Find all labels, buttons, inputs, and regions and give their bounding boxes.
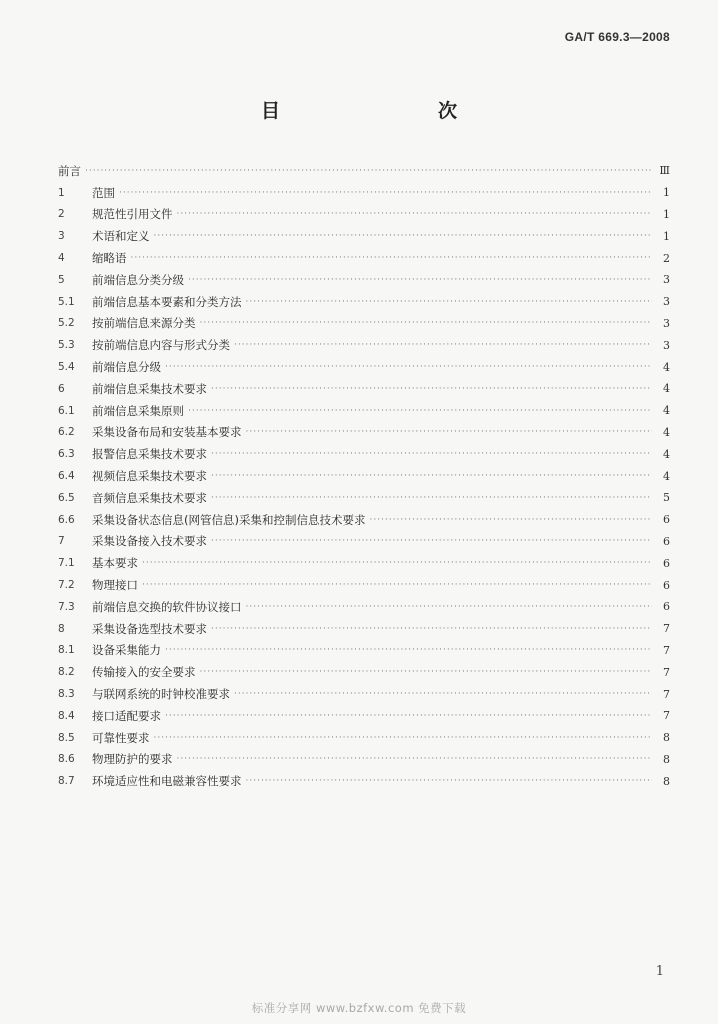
toc-leader-dots (85, 166, 652, 176)
toc-entry[interactable] (58, 574, 670, 596)
toc-entry-page: 6 (663, 600, 670, 614)
toc-entry-number: 8.4 (58, 709, 75, 722)
toc-entry-page: 8 (663, 731, 670, 745)
toc-entry[interactable] (58, 596, 670, 618)
toc-entry-label: 缩略语 (92, 251, 127, 266)
toc-entry-number: 5.2 (58, 317, 75, 330)
toc-leader-dots (188, 275, 652, 285)
toc-entry-label: 音频信息采集技术要求 (92, 490, 207, 505)
toc-entry-number: 6.5 (58, 491, 75, 504)
toc-entry-page: 1 (663, 207, 670, 221)
toc-entry-page: 6 (663, 534, 670, 548)
toc-leader-dots (165, 645, 652, 655)
toc-entry-label: 采集设备接入技术要求 (92, 534, 207, 549)
toc-entry-page: 8 (663, 774, 670, 788)
toc-entry-page: 7 (663, 687, 670, 701)
toc-entry-label: 报警信息采集技术要求 (92, 447, 207, 462)
toc-leader-dots (246, 297, 653, 307)
toc-entry-number: 5.3 (58, 339, 75, 352)
toc-entry-label: 可靠性要求 (92, 730, 150, 745)
toc-leader-dots (177, 209, 653, 219)
toc-entry-page: 4 (663, 404, 670, 418)
toc-leader-dots (211, 536, 652, 546)
toc-entry-page: 8 (663, 752, 670, 766)
toc-entry-label: 前端信息基本要素和分类方法 (92, 294, 242, 309)
toc-entry-label: 设备采集能力 (92, 643, 161, 658)
toc-entry-page: 4 (663, 382, 670, 396)
toc-entry-number: 8 (58, 622, 65, 635)
toc-leader-dots (246, 427, 653, 437)
toc-entry[interactable] (58, 247, 670, 269)
toc-entry[interactable] (58, 640, 670, 662)
toc-entry-page: 7 (663, 665, 670, 679)
toc-entry-page: 4 (663, 447, 670, 461)
toc-entry[interactable] (58, 531, 670, 553)
toc-entry-label: 前言 (58, 163, 81, 178)
toc-entry-page: 7 (663, 622, 670, 636)
page-number: 1 (655, 964, 664, 979)
toc-entry-number: 5 (58, 273, 65, 286)
toc-leader-dots (234, 340, 652, 350)
toc-entry-number: 7 (58, 535, 65, 548)
toc-entry-page: 3 (663, 338, 670, 352)
toc-leader-dots (369, 515, 652, 525)
toc-leader-dots (188, 406, 652, 416)
toc-entry[interactable] (58, 443, 670, 465)
toc-entry-label: 采集设备状态信息(网管信息)采集和控制信息技术要求 (92, 512, 366, 527)
toc-entry[interactable] (58, 269, 670, 291)
toc-entry-label: 接口适配要求 (92, 708, 161, 723)
toc-entry-label: 传输接入的安全要求 (92, 665, 196, 680)
toc-entry-page: 6 (663, 556, 670, 570)
toc-entry[interactable] (58, 487, 670, 509)
toc-entry[interactable] (58, 378, 670, 400)
toc-entry[interactable] (58, 182, 670, 204)
toc-leader-dots (246, 776, 653, 786)
toc-entry[interactable] (58, 465, 670, 487)
toc-entry-number: 8.5 (58, 731, 75, 744)
toc-entry-page: 2 (663, 251, 670, 265)
toc-entry-label: 与联网系统的时钟校准要求 (92, 687, 230, 702)
toc-entry-number: 2 (58, 208, 65, 221)
toc-entry-label: 前端信息采集技术要求 (92, 381, 207, 396)
toc-entry-page: 4 (663, 360, 670, 374)
toc-entry[interactable] (58, 313, 670, 335)
toc-entry-page: 6 (663, 513, 670, 527)
toc-entry-number: 8.6 (58, 753, 75, 766)
toc-entry[interactable] (58, 225, 670, 247)
toc-entry[interactable] (58, 334, 670, 356)
toc-entry[interactable] (58, 204, 670, 226)
toc-leader-dots (211, 471, 652, 481)
toc-entry-label: 采集设备布局和安装基本要求 (92, 425, 242, 440)
toc-leader-dots (200, 667, 653, 677)
toc-entry-number: 6.2 (58, 426, 75, 439)
toc-leader-dots (165, 711, 652, 721)
toc-entry-number: 6.1 (58, 404, 75, 417)
toc-entry[interactable] (58, 727, 670, 749)
toc-leader-dots (154, 231, 653, 241)
toc-leader-dots (154, 733, 653, 743)
toc-leader-dots (177, 754, 653, 764)
toc-leader-dots (211, 449, 652, 459)
toc-leader-dots (200, 318, 653, 328)
toc-entry-number: 7.2 (58, 579, 75, 592)
toc-entry-number: 4 (58, 252, 65, 265)
toc-entry-label: 按前端信息来源分类 (92, 316, 196, 331)
toc-leader-dots (165, 362, 652, 372)
toc-entry-label: 前端信息采集原则 (92, 403, 184, 418)
toc-entry[interactable] (58, 618, 670, 640)
toc-entry-number: 1 (58, 186, 65, 199)
watermark: 标准分享网 www.bzfxw.com 免费下载 (251, 1001, 467, 1015)
toc-leader-dots (119, 188, 652, 198)
toc-entry-label: 物理防护的要求 (92, 752, 173, 767)
toc-entry[interactable] (58, 356, 670, 378)
toc-entry-page: 5 (663, 491, 670, 505)
toc-entry-label: 前端信息交换的软件协议接口 (92, 599, 242, 614)
toc-entry-number: 5.4 (58, 361, 75, 374)
toc-entry-label: 按前端信息内容与形式分类 (92, 338, 230, 353)
toc-entry[interactable] (58, 749, 670, 771)
toc-entry-number: 7.3 (58, 600, 75, 613)
standard-code: GA/T 669.3—2008 (564, 30, 670, 44)
toc-entry-label: 规范性引用文件 (92, 207, 173, 222)
toc-entry-label: 术语和定义 (92, 229, 150, 244)
toc-entry-number: 6 (58, 382, 65, 395)
toc-entry[interactable] (58, 509, 670, 531)
toc-entry[interactable] (58, 661, 670, 683)
toc-entry-page: 3 (663, 273, 670, 287)
toc-entry-number: 8.2 (58, 666, 75, 679)
toc-entry-label: 前端信息分类分级 (92, 272, 184, 287)
toc-entry-page: 4 (663, 425, 670, 439)
toc-entry-number: 5.1 (58, 295, 75, 308)
toc-entry-page: 1 (663, 229, 670, 243)
toc-entry-number: 6.6 (58, 513, 75, 526)
toc-entry[interactable] (58, 552, 670, 574)
toc-leader-dots (131, 253, 653, 263)
toc-entry-number: 8.7 (58, 775, 75, 788)
toc-entry-number: 6.4 (58, 470, 75, 483)
toc-leader-dots (246, 602, 653, 612)
toc-leader-dots (211, 624, 652, 634)
toc-entry-label: 环境适应性和电磁兼容性要求 (92, 774, 242, 789)
toc-entry-page: 3 (663, 295, 670, 309)
toc-entry[interactable] (58, 705, 670, 727)
toc-entry-page: 4 (663, 469, 670, 483)
toc-entry-label: 物理接口 (92, 578, 138, 593)
toc-entry[interactable] (58, 422, 670, 444)
toc-entry-number: 8.3 (58, 688, 75, 701)
toc-entry-number: 6.3 (58, 448, 75, 461)
toc-leader-dots (211, 493, 652, 503)
toc-entry-label: 基本要求 (92, 556, 138, 571)
toc-entry[interactable] (58, 160, 670, 182)
toc-leader-dots (211, 384, 652, 394)
toc-leader-dots (142, 580, 652, 590)
toc-entry-label: 视频信息采集技术要求 (92, 469, 207, 484)
toc-entry-number: 7.1 (58, 557, 75, 570)
toc-entry-page: 1 (663, 186, 670, 200)
toc-entry-number: 3 (58, 230, 65, 243)
toc-entry-page: 7 (663, 709, 670, 723)
toc-entry[interactable] (58, 400, 670, 422)
toc-entry-number: 8.1 (58, 644, 75, 657)
toc-leader-dots (142, 558, 652, 568)
toc-leader-dots (234, 689, 652, 699)
toc-entry[interactable] (58, 291, 670, 313)
toc-entry-label: 范围 (92, 185, 115, 200)
toc-entry-page: 7 (663, 643, 670, 657)
toc-entry-page: 6 (663, 578, 670, 592)
toc-entry-label: 采集设备选型技术要求 (92, 621, 207, 636)
toc-entry[interactable] (58, 683, 670, 705)
toc-entry-page: Ⅲ (659, 164, 670, 178)
toc-entry-page: 3 (663, 316, 670, 330)
toc-entry-label: 前端信息分级 (92, 360, 161, 375)
toc-entry[interactable] (58, 770, 670, 792)
page-title: 目 次 (260, 100, 497, 122)
table-of-contents (58, 160, 670, 792)
